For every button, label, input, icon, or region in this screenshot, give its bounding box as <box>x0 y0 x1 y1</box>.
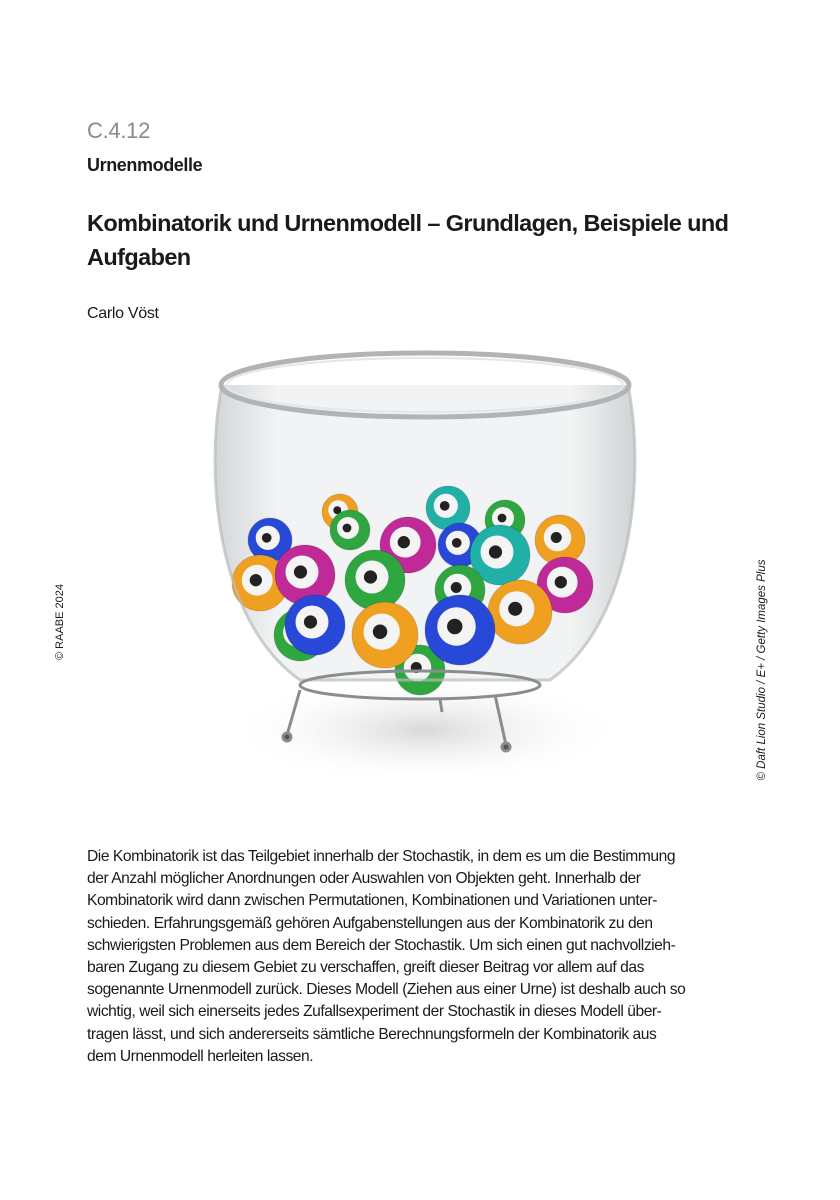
body-line: wichtig, weil sich einerseits jedes Zufallsexperiment der Stochastik in dieses Modell über- <box>87 1003 662 1021</box>
intro-paragraph <box>87 846 685 1068</box>
body-line: baren Zugang zu diesem Gebiet zu verschaffen, greift dieser Beitrag vor allem auf das <box>87 959 644 977</box>
lottery-ball <box>330 510 370 550</box>
publisher-copyright: © RAABE 2024 <box>54 584 66 660</box>
body-line: Die Kombinatorik ist das Teilgebiet innerhalb der Stochastik, in dem es um die Bestimmung <box>87 848 676 865</box>
body-line: schwierigsten Problemen aus dem Bereich der Stochastik. Um sich einen gut nachvollzieh- <box>87 936 676 954</box>
body-line: sogenannte Urnenmodell zurück. Dieses Modell (Ziehen aus einer Urne) ist deshalb auch so <box>87 981 686 999</box>
chapter-code: C.4.12 <box>87 118 151 143</box>
body-line: dem Urnenmodell herleiten lassen. <box>87 1047 314 1065</box>
body-line: tragen lässt, und sich andererseits sämtliche Berechnungsformeln der Kombinatorik aus <box>87 1025 657 1043</box>
lottery-ball <box>275 545 335 605</box>
author-name: Carlo Vöst <box>87 305 159 322</box>
lottery-ball <box>285 595 345 655</box>
lottery-ball <box>488 580 552 644</box>
body-line: Kombinatorik wird dann zwischen Permutationen, Kombinationen und Variationen unter- <box>87 892 657 910</box>
lottery-ball <box>352 602 418 668</box>
series-title: Urnenmodelle <box>87 155 203 175</box>
urn-with-lottery-balls-image <box>205 340 645 800</box>
document-title: Kombinatorik und Urnenmodell – Grundlagen, Beispiele und Aufgaben <box>87 210 729 270</box>
image-credit: © Daft Lion Studio / E+ / Getty Images Plus <box>756 559 768 781</box>
lottery-ball <box>345 550 405 610</box>
body-line: schieden. Erfahrungsgemäß gehören Aufgabenstellungen aus der Kombinatorik zu den <box>87 914 653 932</box>
lottery-ball <box>425 595 495 665</box>
body-line: der Anzahl möglicher Anordnungen oder Auswahlen von Objekten geht. Innerhalb der <box>87 870 641 888</box>
